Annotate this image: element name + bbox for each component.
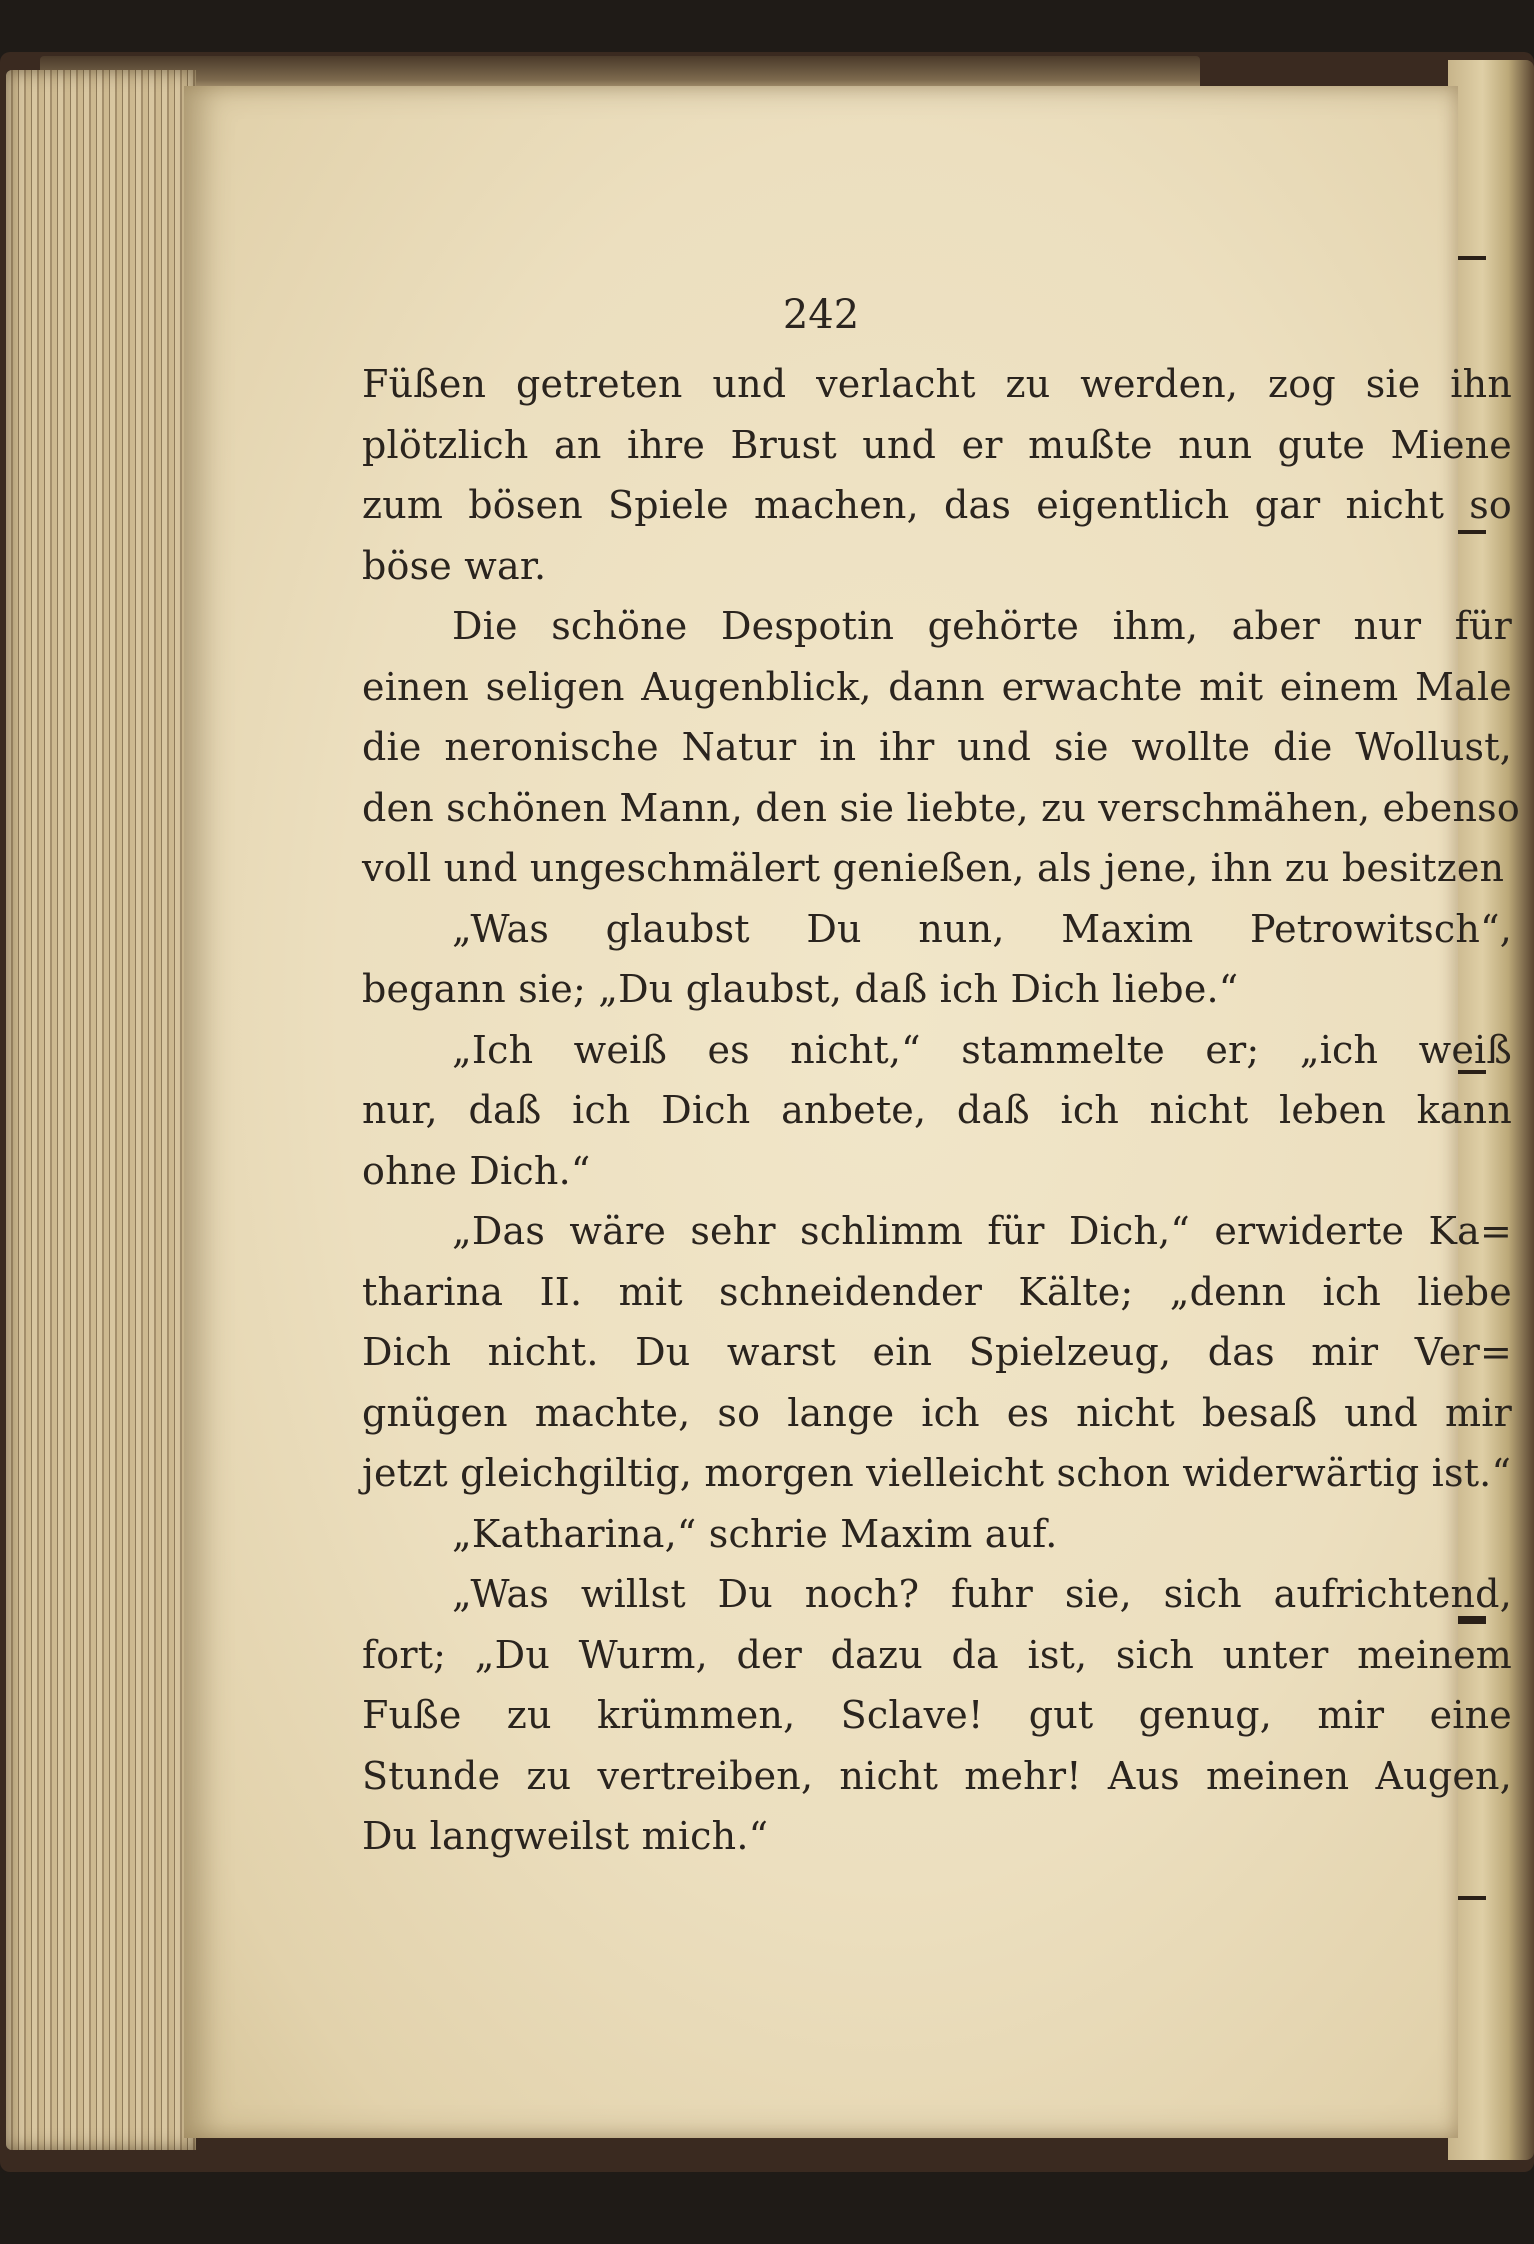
text-line: Fuße zu krümmen, Sclave! gut genug, mir eine [362,1693,1512,1737]
text-line: Füßen getreten und verlacht zu werden, zog sie ihn [362,362,1512,406]
text-line: „Katharina,“ schrie Maxim auf. [452,1511,1058,1556]
text-line: ohne Dich.“ [362,1148,591,1193]
text-line: tharina II. mit schneidender Kälte; „denn ich liebe [362,1269,1512,1314]
text-line: die neronische Natur in ihr und sie wollte die Wollust, [362,725,1512,769]
text-line: jetzt gleichgiltig, morgen vielleicht schon widerwärtig ist.“ [362,1451,1512,1495]
page-stack-left [6,70,196,2150]
text-line: Stunde zu vertreiben, nicht mehr! Aus meinen Augen, [362,1753,1512,1798]
text-line: „Ich weiß es nicht,“ stammelte er; „ich weiß [452,1027,1512,1072]
edge-mark [1458,256,1486,260]
text-line: den schönen Mann, den sie liebte, zu verschmähen, ebenso [362,785,1520,830]
text-line: voll und ungeschmälert genießen, als jene, ihn zu besitzen [362,846,1505,890]
edge-mark [1458,1896,1486,1900]
text-line: Du langweilst mich.“ [362,1814,769,1858]
text-line: Dich nicht. Du warst ein Spielzeug, das mir Ver= [362,1330,1512,1374]
text-line: zum bösen Spiele machen, das eigentlich gar nicht so [362,483,1512,527]
text-line: fort; „Du Wurm, der dazu da ist, sich unter meinem [362,1632,1512,1677]
text-line: gnügen machte, so lange ich es nicht besaß und mir [362,1390,1512,1435]
text-line: „Was glaubst Du nun, Maxim Petrowitsch“, [452,906,1512,951]
page-number: 242 [782,292,860,338]
text-line: Die schöne Despotin gehörte ihm, aber nur für [452,604,1512,648]
text-line: einen seligen Augenblick, dann erwachte mit einem Male [362,664,1512,709]
body-text [362,354,1520,1867]
text-line: „Das wäre sehr schlimm für Dich,“ erwiderte Ka= [452,1209,1512,1253]
text-line: begann sie; „Du glaubst, daß ich Dich liebe.“ [362,967,1239,1011]
book-page [184,86,1520,2138]
text-line: böse war. [362,543,547,588]
text-line: plötzlich an ihre Brust und er mußte nun gute Miene [362,422,1512,467]
text-line: nur, daß ich Dich anbete, daß ich nicht leben kann [362,1088,1512,1132]
text-line: „Was willst Du noch? fuhr sie, sich aufrichtend, [452,1572,1512,1616]
